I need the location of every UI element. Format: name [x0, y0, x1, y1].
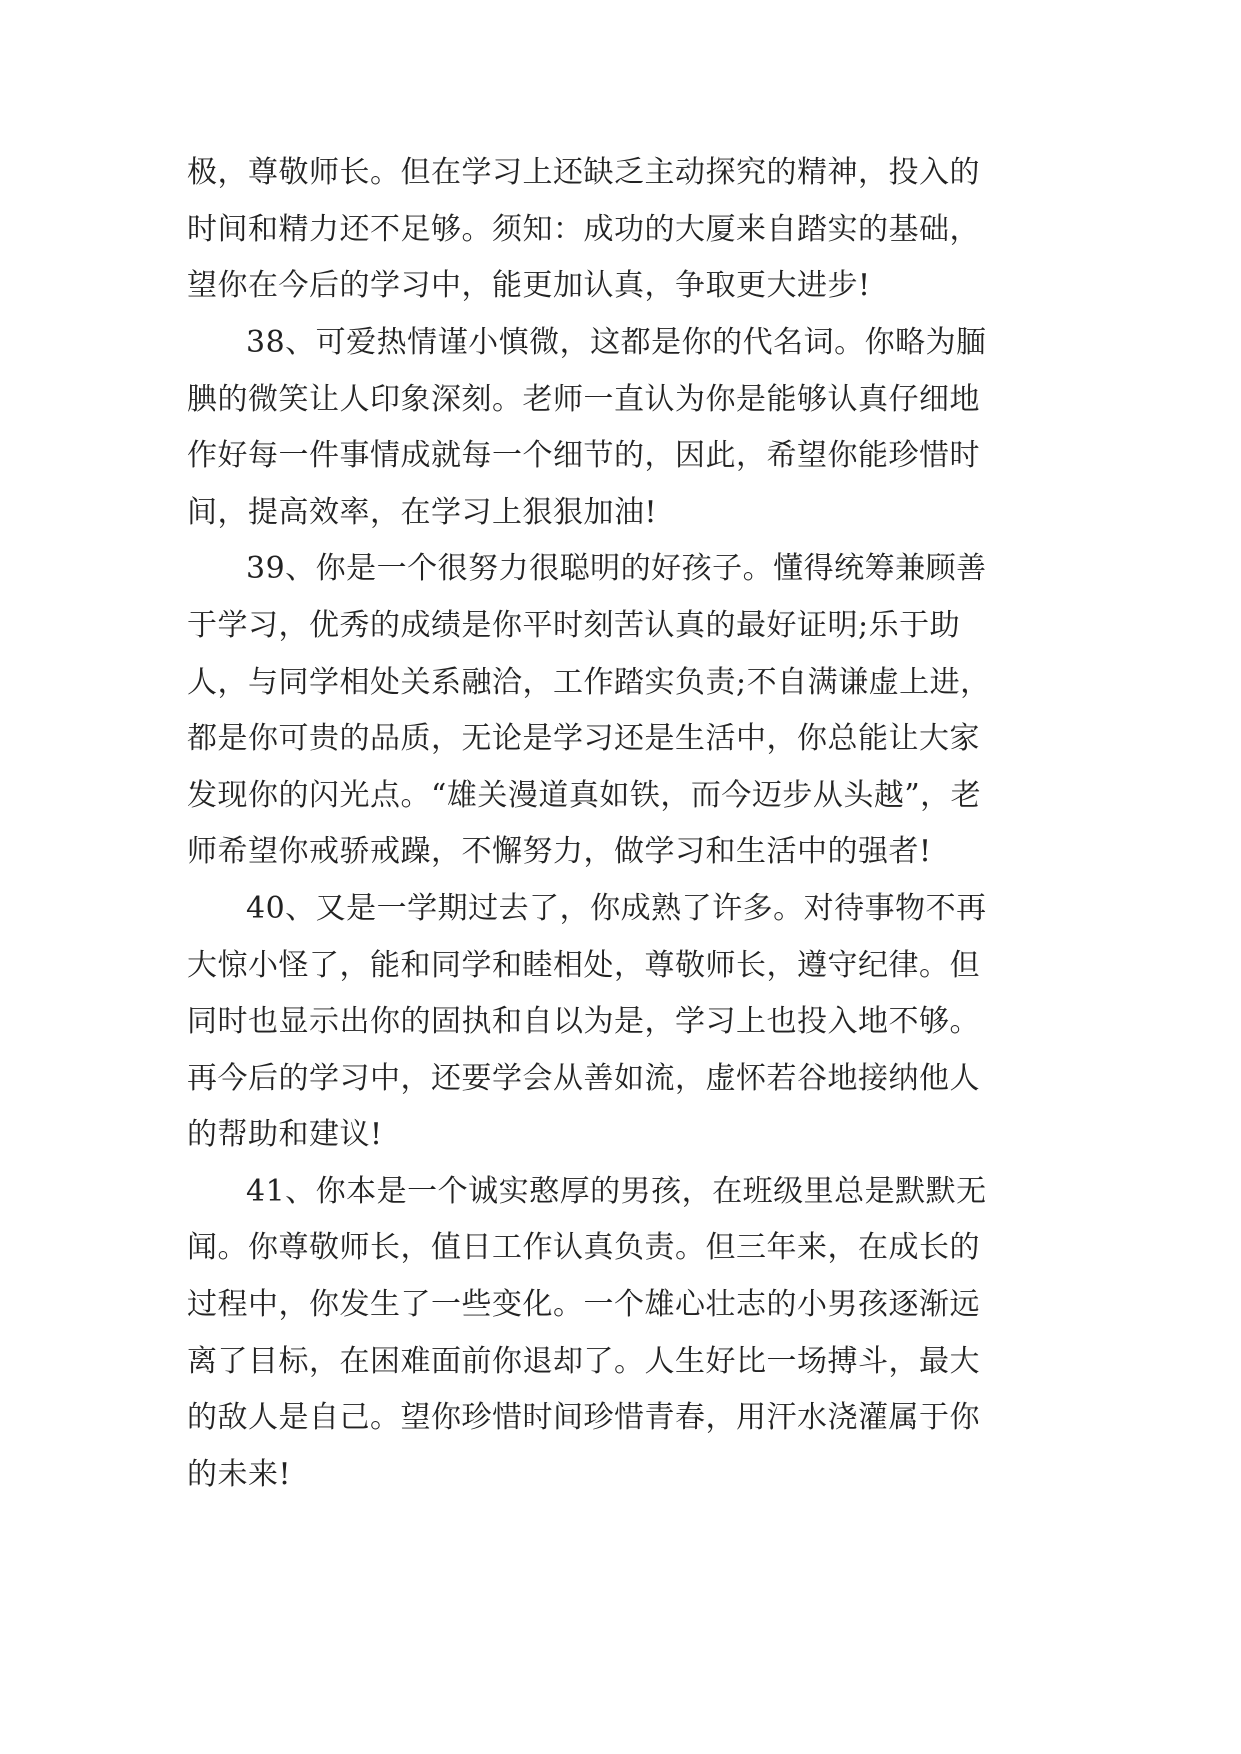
text-line: 大惊小怪了，能和同学和睦相处，尊敬师长，遵守纪律。但 — [187, 948, 980, 983]
text-line: 的敌人是自己。望你珍惜时间珍惜青春，用汗水浇灌属于你 — [187, 1400, 980, 1435]
text-line: 间，提高效率，在学习上狠狠加油! — [187, 495, 658, 530]
text-line: 离了目标，在困难面前你退却了。人生好比一场搏斗，最大 — [187, 1344, 980, 1379]
text-line: 作好每一件事情成就每一个细节的，因此，希望你能珍惜时 — [187, 438, 980, 473]
text-line: 时间和精力还不足够。须知：成功的大厦来自踏实的基础， — [187, 212, 980, 247]
text-line: 闻。你尊敬师长，值日工作认真负责。但三年来，在成长的 — [187, 1230, 980, 1265]
text-line: 都是你可贵的品质，无论是学习还是生活中，你总能让大家 — [187, 721, 980, 756]
text-line: 于学习，优秀的成绩是你平时刻苦认真的最好证明;乐于助 — [187, 608, 961, 643]
text-line: 同时也显示出你的固执和自以为是，学习上也投入地不够。 — [187, 1004, 980, 1039]
text-line: 师希望你戒骄戒躁，不懈努力，做学习和生活中的强者! — [187, 834, 932, 869]
text-line: 望你在今后的学习中，能更加认真，争取更大进步! — [187, 268, 871, 303]
text-line: 的未来! — [187, 1457, 292, 1492]
paragraph-41-first-line: 41、你本是一个诚实憨厚的男孩，在班级里总是默默无 — [246, 1174, 987, 1209]
text-line: 腆的微笑让人印象深刻。老师一直认为你是能够认真仔细地 — [187, 382, 980, 417]
text-line: 人，与同学相处关系融洽，工作踏实负责;不自满谦虚上进， — [187, 665, 991, 700]
paragraph-40-first-line: 40、又是一学期过去了，你成熟了许多。对待事物不再 — [246, 891, 987, 926]
text-line: 过程中，你发生了一些变化。一个雄心壮志的小男孩逐渐远 — [187, 1287, 980, 1322]
text-line: 发现你的闪光点。“雄关漫道真如铁，而今迈步从头越”，老 — [187, 778, 982, 813]
text-line: 再今后的学习中，还要学会从善如流，虚怀若谷地接纳他人 — [187, 1061, 980, 1096]
text-line: 极，尊敬师长。但在学习上还缺乏主动探究的精神，投入的 — [187, 155, 980, 190]
text-line: 的帮助和建议! — [187, 1117, 383, 1152]
paragraph-39-first-line: 39、你是一个很努力很聪明的好孩子。懂得统筹兼顾善 — [246, 551, 987, 586]
paragraph-38-first-line: 38、可爱热情谨小慎微，这都是你的代名词。你略为腼 — [246, 325, 987, 360]
